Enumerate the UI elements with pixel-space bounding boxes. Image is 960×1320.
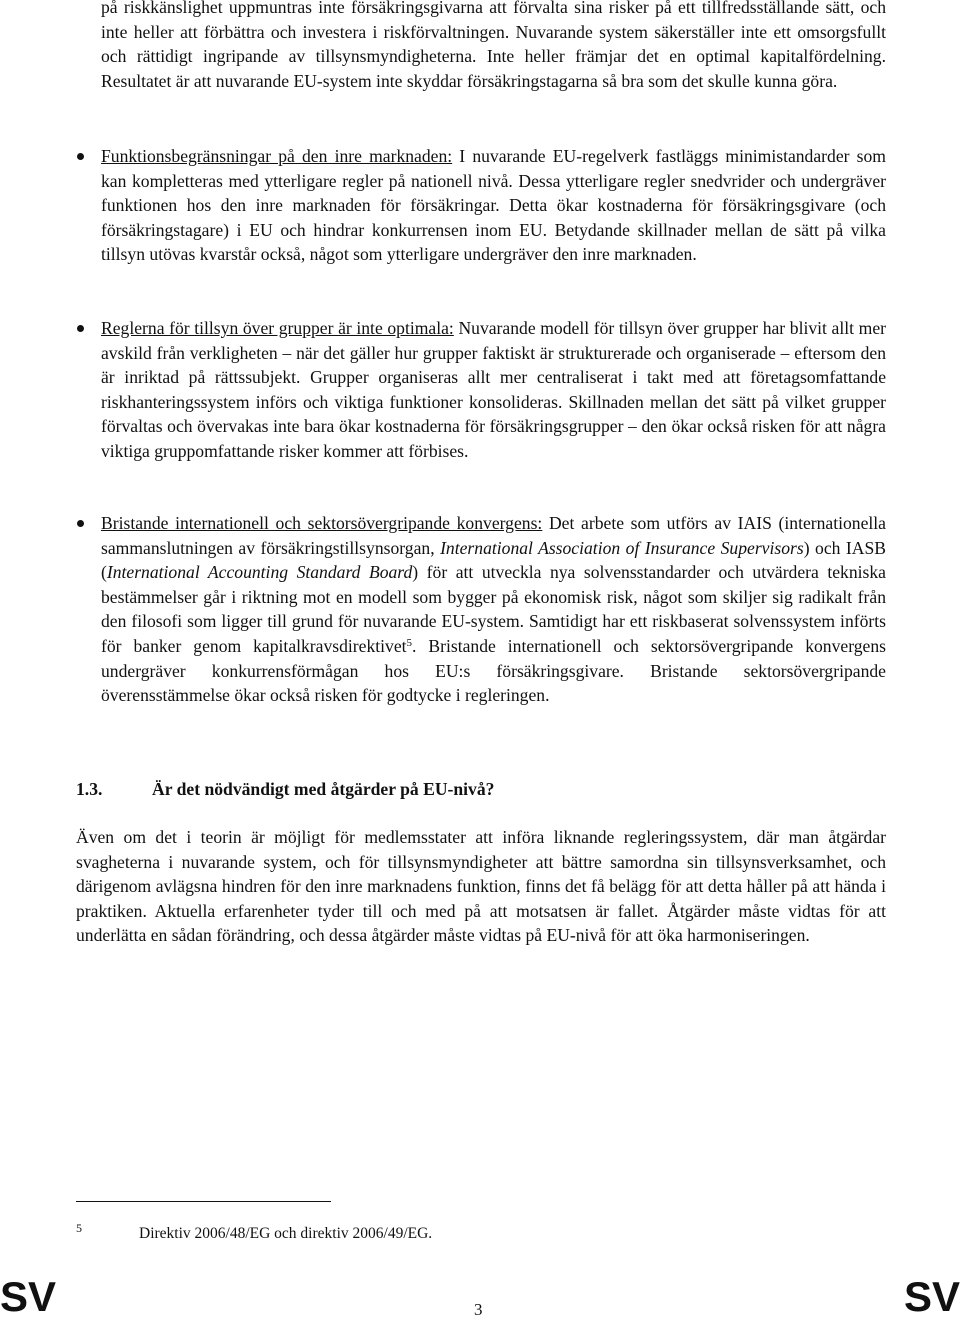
bullet-item-convergence — [101, 511, 886, 708]
language-code-right: SV — [903, 1273, 960, 1320]
bullet-body-italic: International Accounting Standard Board — [106, 562, 413, 583]
bullet-body: Nuvarande modell för tillsyn över grupper har blivit allt mer avskild från verkligheten – när det gäller hur grupper faktiskt är strukturerade och organiserade – eftersom den är inriktad på rättssubjekt. Grupper organiseras allt mer centraliserat i takt med att företagsomfattande riskhanteringssystem införs och viktiga funktioner konsolideras. Skillnaden mellan det sätt på vilket grupper förvaltas och övervakas inte bara ökar kostnaderna för försäkringsgrupper – den ökar också risken för att några viktiga gruppomfattande risker kommer att förbises. — [101, 318, 886, 461]
body-paragraph: Även om det i teorin är möjligt för medlemsstater att införa liknande regleringssystem, där man åtgärdar svagheterna i nuvarande system, och för tillsynsmyndigheter att bättre samordna sin tillsynsverksamhet, och därigenom avlägsna hindren för den inre marknadens funktion, finns det få belägg för att detta håller på att hända i praktiken. Aktuella erfarenheter tyder till och med på att motsatsen är fallet. Åtgärder måste vidtas för att underlätta en sådan förändring, och dessa åtgärder måste vidtas på EU-nivå för att öka harmoniseringen. — [76, 827, 886, 946]
section-number: 1.3. — [76, 779, 103, 799]
bullet-body: . Bristande internationell och sektorsövergripande konvergens undergräver konkurrensförmågan hos EU:s försäkringsgivare. Bristande sektorsövergripande överensstämmelse ökar också risken för godtycke i regleringen. — [101, 635, 886, 706]
bullet-body: ) för att utveckla nya solvensstandarder och utvärdera tekniska bestämmelser går i riktning mot en modell som bygger på ekonomisk risk, något som skiljer sig radikalt från den filosofi som ligger till grund för nuvarande EU-system. Samtidigt har ett riskbaserat solvenssystem införts för banker genom kapitalkravsdirektivet — [101, 562, 886, 656]
footnote-reference[interactable]: 5 — [406, 636, 413, 649]
bullet-body: ) och IASB ( — [101, 537, 886, 583]
bullet-title: Bristande internationell och sektorsövergripande konvergens: — [101, 513, 543, 533]
footnote-text: Direktiv 2006/48/EG och direktiv 2006/49/EG. — [139, 1225, 433, 1242]
footnote-mark: 5 — [76, 1221, 82, 1235]
page-number: 3 — [474, 1300, 483, 1319]
bullet-item-group-supervision — [101, 316, 886, 464]
bullet-icon — [77, 520, 84, 527]
bullet-body-italic: International Association of Insurance Supervisors — [440, 537, 804, 558]
bullet-body: I nuvarande EU-regelverk fastläggs minimistandarder som kan kompletteras med ytterligare regler på nationell nivå. Dessa ytterligare regler snedvrider och undergräver funktionen hos den inre marknaden för försäkringar. Detta ökar kostnaderna för försäkringsgivare (och försäkringstagare) i EU och hindrar konkurrensen inom EU. Betydande skillnader mellan de sätt på vilka tillsyn utövas kvarstår också, något som ytterligare undergräver den inre marknaden. — [101, 146, 886, 265]
section-heading — [76, 777, 886, 801]
bullet-title: Funktionsbegränsningar på den inre marknaden: — [101, 146, 453, 166]
continuation-paragraph: på riskkänslighet uppmuntras inte försäkringsgivarna att förvalta sina risker på ett tillfredsställande sätt, och inte heller att förbättra och investera i riskförvaltningen. Nuvarande system säkerställer inte ett omsorgsfullt och rättidigt ingripande av tillsynsmyndigheterna. Inte heller främjar det en optimal kapitalfördelning. Resultatet är att nuvarande EU-system inte skyddar försäkringstagarna så bra som det skulle kunna göra. — [101, 0, 886, 91]
language-code-left: SV — [0, 1273, 57, 1320]
bullet-title: Reglerna för tillsyn över grupper är inte optimala: — [101, 318, 454, 338]
footnote-divider — [76, 1201, 331, 1202]
bullet-icon — [77, 153, 84, 160]
section-title: Är det nödvändigt med åtgärder på EU-nivå? — [152, 779, 495, 799]
bullet-item-internal-market — [101, 144, 886, 267]
bullet-body: Det arbete som utförs av IAIS (internationella sammanslutningen av försäkringstillsynsorgan, — [101, 513, 886, 558]
bullet-icon — [77, 325, 84, 332]
